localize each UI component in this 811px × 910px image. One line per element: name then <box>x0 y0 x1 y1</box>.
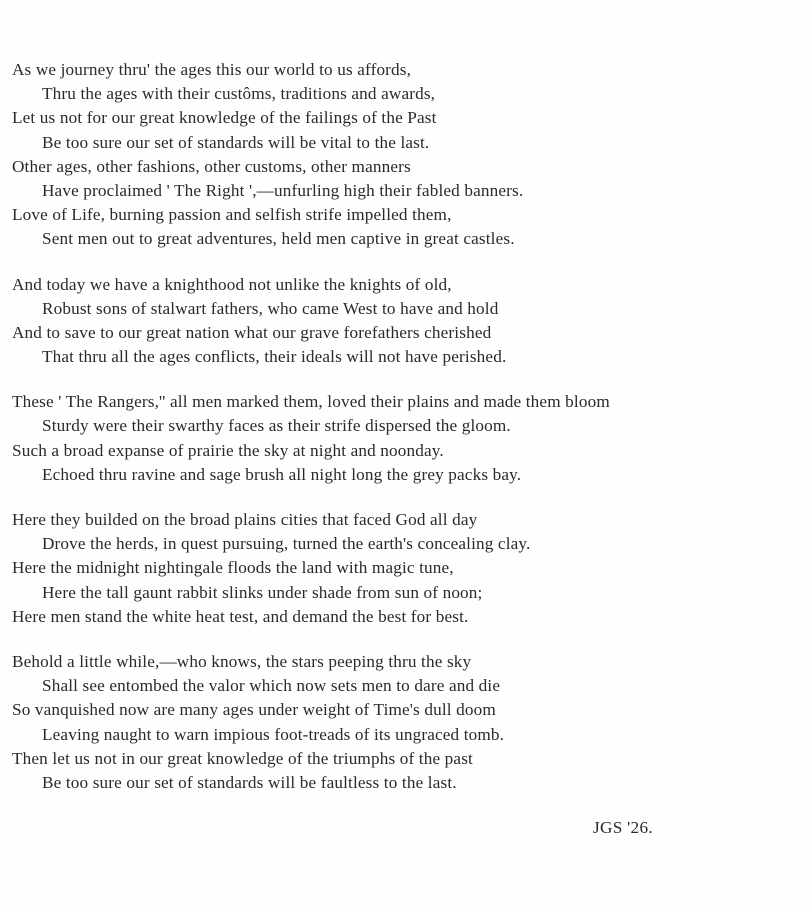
poem-line: Here the midnight nightingale floods the land with magic tune, <box>12 558 454 578</box>
stanza-gap <box>12 252 802 273</box>
stanza-gap <box>12 487 802 508</box>
poem-line: Love of Life, burning passion and selfish strife impelled them, <box>12 205 452 225</box>
poem-line: And to save to our great nation what our grave forefathers cherished <box>12 322 492 342</box>
poem-line: Then let us not in our great knowledge of the triumphs of the past <box>12 748 473 768</box>
poem-line: Be too sure our set of standards will be vital to the last. <box>42 132 430 152</box>
poem-line: Here the tall gaunt rabbit slinks under shade from sun of noon; <box>42 582 483 602</box>
poem-line: Shall see entombed the valor which now sets men to dare and die <box>42 676 501 696</box>
poem-line: Thru the ages with their custôms, traditions and awards, <box>42 84 436 104</box>
poem-line: Let us not for our great knowledge of the failings of the Past <box>12 108 437 128</box>
poem-line: Here men stand the white heat test, and demand the best for best. <box>12 606 469 626</box>
poem-line: Sturdy were their swarthy faces as their strife dispersed the gloom. <box>42 416 511 436</box>
poem-line: Behold a little while,—who knows, the stars peeping thru the sky <box>12 651 472 671</box>
poem-line: Be too sure our set of standards will be faultless to the last. <box>42 772 457 792</box>
stanza-2 <box>12 273 802 370</box>
stanza-3 <box>12 390 802 487</box>
poem-line: And today we have a knighthood not unlike the knights of old, <box>12 274 452 294</box>
poem-line: These ' The Rangers,'' all men marked them, loved their plains and made them bloom <box>12 392 610 412</box>
poem-line: Sent men out to great adventures, held men captive in great castles. <box>42 229 515 249</box>
poem-line: Such a broad expanse of prairie the sky at night and noonday. <box>12 440 444 460</box>
signature: JGS '26. <box>593 818 653 837</box>
stanza-1 <box>12 58 802 252</box>
poem-line: So vanquished now are many ages under weight of Time's dull doom <box>12 700 496 720</box>
poem-line: Leaving naught to warn impious foot-treads of its ungraced tomb. <box>42 724 505 744</box>
poem-line: Echoed thru ravine and sage brush all night long the grey packs bay. <box>42 464 522 484</box>
stanza-gap <box>12 369 802 390</box>
stanza-4 <box>12 508 802 629</box>
poem-line: That thru all the ages conflicts, their ideals will not have perished. <box>42 347 507 367</box>
poem-line: Have proclaimed ' The Right ',—unfurling high their fabled banners. <box>42 180 524 200</box>
poem-line: Robust sons of stalwart fathers, who came West to have and hold <box>42 298 499 318</box>
poem-body <box>12 58 802 795</box>
poem-line: Here they builded on the broad plains cities that faced God all day <box>12 510 478 529</box>
poem-line: As we journey thru' the ages this our world to us affords, <box>12 60 412 79</box>
poem-line: Other ages, other fashions, other customs, other manners <box>12 156 411 176</box>
poem-line: Drove the herds, in quest pursuing, turned the earth's concealing clay. <box>42 534 531 554</box>
stanza-5 <box>12 650 802 795</box>
stanza-gap <box>12 629 802 650</box>
